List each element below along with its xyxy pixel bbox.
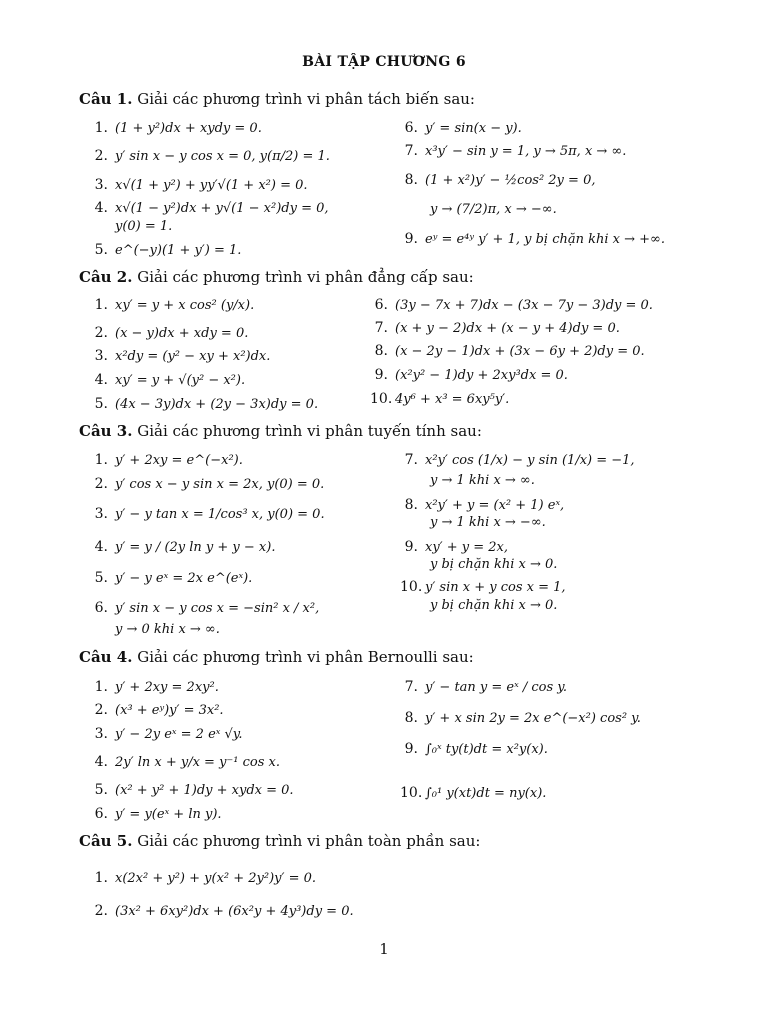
section-text: Giải các phương trình vi phân tách biến sau: bbox=[137, 90, 475, 108]
list-item: 6. y′ = sin(x − y). bbox=[404, 120, 522, 136]
list-item: 8. x²y′ + y = (x² + 1) eˣ, bbox=[404, 497, 565, 513]
list-item: 1. y′ + 2xy = 2xy². bbox=[94, 679, 219, 695]
list-item: 10. ∫₀¹ y(xt)dt = ny(x). bbox=[400, 785, 547, 801]
list-item: 1. y′ + 2xy = e^(−x²). bbox=[94, 452, 243, 468]
list-item: 1. xy′ = y + x cos² (y/x). bbox=[94, 297, 255, 313]
list-item: 3. x²dy = (y² − xy + x²)dx. bbox=[94, 348, 271, 364]
list-item: 2. (3x² + 6xy²)dx + (6x²y + 4y³)dy = 0. bbox=[94, 903, 354, 919]
list-item: 2. y′ cos x − y sin x = 2x, y(0) = 0. bbox=[94, 476, 325, 492]
list-item: 8. (1 + x²)y′ − ½cos² 2y = 0, bbox=[404, 172, 596, 188]
list-item: 2. y′ sin x − y cos x = 0, y(π/2) = 1. bbox=[94, 148, 330, 164]
section-heading-4 bbox=[79, 648, 474, 666]
list-item: 7. x³y′ − sin y = 1, y → 5π, x → ∞. bbox=[404, 143, 627, 159]
section-label: Câu 2. bbox=[79, 268, 133, 286]
list-item-continuation: y(0) = 1. bbox=[115, 219, 173, 234]
list-item: 4. y′ = y / (2y ln y + y − x). bbox=[94, 539, 276, 555]
list-item: 4. 2y′ ln x + y/x = y⁻¹ cos x. bbox=[94, 754, 280, 770]
list-item: 6. (3y − 7x + 7)dx − (3x − 7y − 3)dy = 0. bbox=[374, 297, 653, 313]
list-item: 9. (x²y² − 1)dy + 2xy³dx = 0. bbox=[374, 367, 568, 383]
page-number: 1 bbox=[379, 940, 389, 958]
list-item-continuation: y bị chặn khi x → 0. bbox=[430, 598, 558, 613]
list-item: 7. (x + y − 2)dx + (x − y + 4)dy = 0. bbox=[374, 320, 620, 336]
section-text: Giải các phương trình vi phân đẳng cấp sau: bbox=[137, 268, 474, 286]
section-heading-1 bbox=[79, 90, 475, 108]
list-item-continuation: y → 1 khi x → −∞. bbox=[430, 515, 546, 530]
list-item: 5. (4x − 3y)dx + (2y − 3x)dy = 0. bbox=[94, 396, 319, 412]
section-label: Câu 4. bbox=[79, 648, 133, 666]
list-item: 10. 4y⁶ + x³ = 6xy⁵y′. bbox=[370, 391, 510, 407]
section-heading-2 bbox=[79, 268, 474, 286]
list-item: 4. x√(1 − y²)dx + y√(1 − x²)dy = 0, bbox=[94, 200, 329, 216]
list-item: 8. (x − 2y − 1)dx + (3x − 6y + 2)dy = 0. bbox=[374, 343, 645, 359]
list-item-continuation: y → 1 khi x → ∞. bbox=[430, 473, 535, 488]
list-item: 2. (x³ + eʸ)y′ = 3x². bbox=[94, 702, 224, 718]
list-item: 6. y′ sin x − y cos x = −sin² x / x², bbox=[94, 600, 320, 616]
list-item: 9. ∫₀ˣ ty(t)dt = x²y(x). bbox=[404, 741, 548, 757]
section-label: Câu 1. bbox=[79, 90, 133, 108]
list-item: 7. y′ − tan y = eˣ / cos y. bbox=[404, 679, 568, 695]
list-item-continuation: y → 0 khi x → ∞. bbox=[115, 622, 220, 637]
section-text: Giải các phương trình vi phân tuyến tính sau: bbox=[137, 422, 482, 440]
list-item: 5. (x² + y² + 1)dy + xydx = 0. bbox=[94, 782, 294, 798]
list-item: 9. xy′ + y = 2x, bbox=[404, 539, 509, 555]
list-item: 8. y′ + x sin 2y = 2x e^(−x²) cos² y. bbox=[404, 710, 641, 726]
list-item: 4. xy′ = y + √(y² − x²). bbox=[94, 372, 246, 388]
list-item: 6. y′ = y(eˣ + ln y). bbox=[94, 806, 222, 822]
list-item-continuation: y bị chặn khi x → 0. bbox=[430, 557, 558, 572]
section-heading-3 bbox=[79, 422, 482, 440]
section-text: Giải các phương trình vi phân toàn phần sau: bbox=[137, 832, 481, 850]
list-item: 3. x√(1 + y²) + yy′√(1 + x²) = 0. bbox=[94, 177, 308, 193]
page-title: BÀI TẬP CHƯƠNG 6 bbox=[302, 54, 466, 70]
list-item: 10. y′ sin x + y cos x = 1, bbox=[400, 579, 566, 595]
list-item: 9. eʸ = e⁴ʸ y′ + 1, y bị chặn khi x → +∞. bbox=[404, 231, 665, 247]
list-item: 5. y′ − y eˣ = 2x e^(eˣ). bbox=[94, 570, 253, 586]
list-item-continuation: y → (7/2)π, x → −∞. bbox=[430, 202, 557, 217]
section-label: Câu 5. bbox=[79, 832, 133, 850]
list-item: 5. e^(−y)(1 + y′) = 1. bbox=[94, 242, 242, 258]
list-item: 3. y′ − y tan x = 1/cos³ x, y(0) = 0. bbox=[94, 506, 325, 522]
list-item: 1. (1 + y²)dx + xydy = 0. bbox=[94, 120, 262, 136]
list-item: 1. x(2x² + y²) + y(x² + 2y²)y′ = 0. bbox=[94, 870, 317, 886]
list-item: 3. y′ − 2y eˣ = 2 eˣ √y. bbox=[94, 726, 243, 742]
section-heading-5 bbox=[79, 832, 480, 850]
list-item: 7. x²y′ cos (1/x) − y sin (1/x) = −1, bbox=[404, 452, 635, 468]
list-item: 2. (x − y)dx + xdy = 0. bbox=[94, 325, 249, 341]
section-text: Giải các phương trình vi phân Bernoulli sau: bbox=[137, 648, 474, 666]
section-label: Câu 3. bbox=[79, 422, 133, 440]
